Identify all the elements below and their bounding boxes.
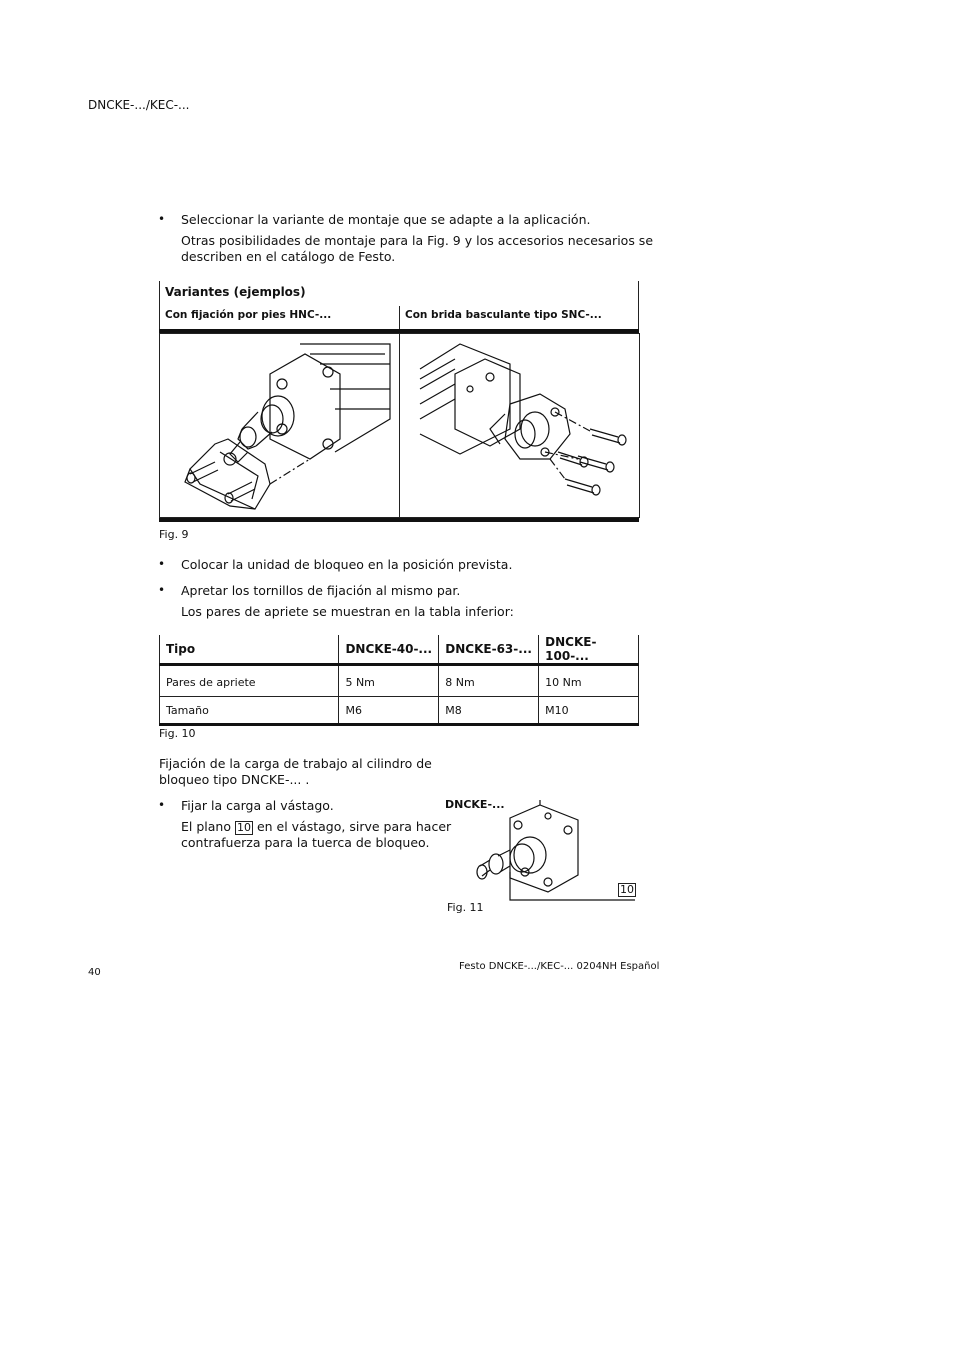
document-code-header: DNCKE-.../KEC-... (88, 98, 190, 112)
table-header-row (160, 635, 639, 665)
bullet-text-tighten: Apretar los tornillos de fijación al mismo par. (181, 583, 461, 598)
load-intro-line-1: Fijación de la carga de trabajo al cilindro de (159, 756, 432, 771)
table-cell: Tamaño (160, 697, 339, 725)
table-header-cell: DNCKE-63-... (439, 635, 539, 665)
torque-table (159, 635, 639, 726)
flat-note-post: en el vástago, sirve para hacer (256, 819, 452, 834)
note-line-1: Otras posibilidades de montaje para la Fig. 9 y los accesorios necesarios se (181, 233, 654, 248)
fig11-label: DNCKE-... (445, 798, 505, 811)
flat-note-line-2: contrafuerza para la tuerca de bloqueo. (181, 835, 430, 850)
callout-number-10: 10 (236, 821, 251, 834)
bullet-text-select-variant: Seleccionar la variante de montaje que se adapte a la aplicación. (181, 212, 591, 227)
bullet-text-position: Colocar la unidad de bloqueo en la posición prevista. (181, 557, 513, 572)
variants-table (159, 281, 639, 522)
footer-doc-info: Festo DNCKE-.../KEC-... 0204NH Español (459, 961, 660, 972)
bullet-marker: • (158, 583, 166, 597)
table-cell: 8 Nm (439, 665, 539, 697)
bullet-marker: • (158, 798, 166, 812)
bullet-marker: • (158, 212, 166, 226)
flat-note-pre: El plano (181, 819, 231, 834)
variants-col-foot-mount: Con fijación por pies HNC-... (165, 309, 332, 321)
table-row (160, 665, 639, 697)
note-line-2: describen en el catálogo de Festo. (181, 249, 396, 264)
figure-caption-11: Fig. 11 (447, 901, 484, 914)
variants-col-swivel-flange: Con brida basculante tipo SNC-... (405, 309, 602, 321)
table-cell: M6 (339, 697, 439, 725)
table-cell: M8 (439, 697, 539, 725)
table-row (160, 697, 639, 725)
swivel-flange-illustration (399, 333, 640, 518)
figure-caption-9: Fig. 9 (159, 528, 189, 541)
figure-caption-10: Fig. 10 (159, 727, 196, 740)
bullet-marker: • (158, 557, 166, 571)
flat-note-line-1 (181, 819, 451, 835)
table-cell: 10 Nm (539, 665, 639, 697)
variants-table-title: Variantes (ejemplos) (165, 285, 306, 299)
table-cell: Pares de apriete (160, 665, 339, 697)
bullet-text-fix-load: Fijar la carga al vástago. (181, 798, 334, 813)
foot-mount-illustration (159, 333, 400, 518)
fig11-callout-wrap (618, 878, 636, 897)
page-number: 40 (88, 967, 101, 978)
load-intro-line-2: bloqueo tipo DNCKE-... . (159, 772, 310, 787)
table-cell: 5 Nm (339, 665, 439, 697)
torque-note: Los pares de apriete se muestran en la tabla inferior: (181, 604, 514, 619)
table-header-cell: DNCKE-100-... (539, 635, 639, 665)
dncke-illustration (470, 800, 640, 905)
table-header-cell: DNCKE-40-... (339, 635, 439, 665)
table-header-cell: Tipo (160, 635, 339, 665)
fig11-callout-10: 10 (620, 883, 634, 896)
table-cell: M10 (539, 697, 639, 725)
